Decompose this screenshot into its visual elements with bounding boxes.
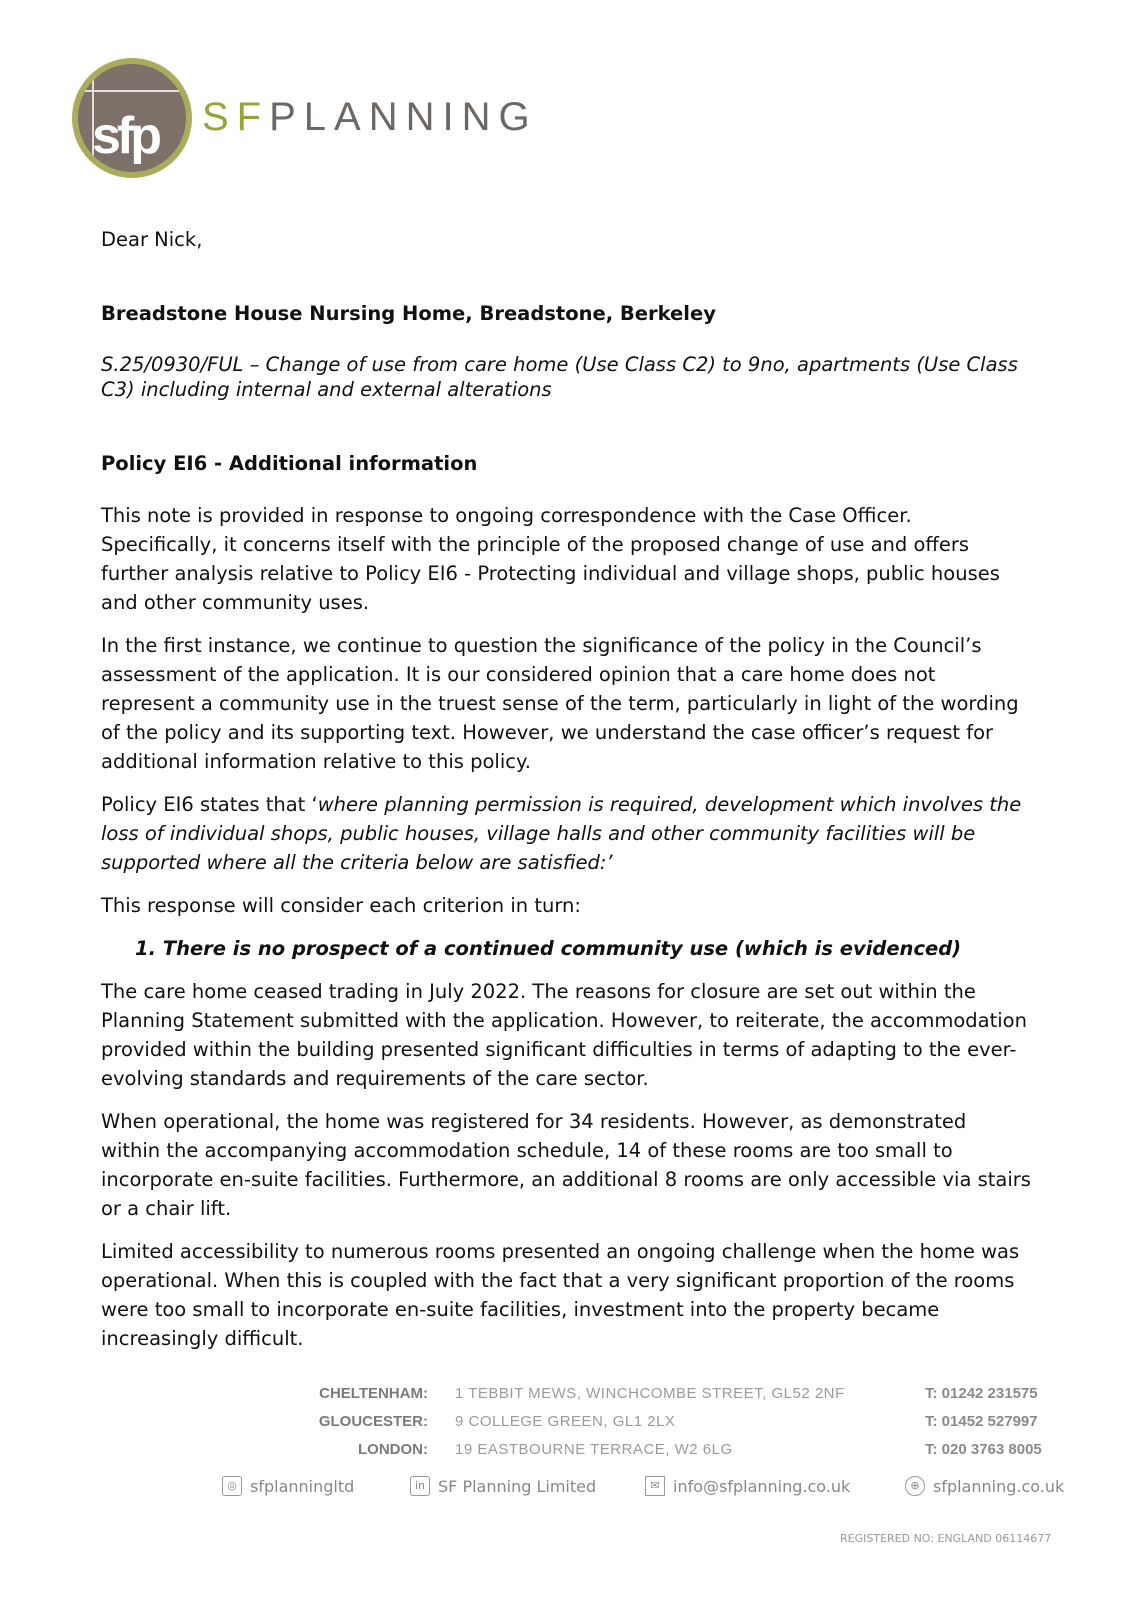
- criterion-1: 1. There is no prospect of a continued community use (which is evidenced): [135, 937, 962, 960]
- logo-wordmark: SFPLANNING: [202, 95, 538, 139]
- logo-monogram-circle: [72, 58, 192, 178]
- office-row: CHELTENHAM: 1 TEBBIT MEWS, WINCHCOMBE STREET, GL52 2NF T: 01242 231575: [319, 1385, 1038, 1402]
- section-heading: Policy EI6 - Additional information: [101, 452, 478, 475]
- instagram-link[interactable]: ◎ sfplanningltd: [222, 1476, 354, 1496]
- policy-quote-paragraph: Policy EI6 states that ‘where planning permission is required, development which involves the loss of individual shops, public houses, village halls and other community facilities will be supported where all the criteria below are satisfied:’: [101, 793, 1022, 874]
- paragraph: In the first instance, we continue to question the significance of the policy in the Council’s assessment of the application. It is our considered opinion that a care home does not represent a community use in the truest sense of the term, particularly in light of the wording of the policy and its supporting text. However, we understand the case officer’s request for additional information relative to this policy.: [101, 634, 1019, 773]
- linkedin-link[interactable]: in SF Planning Limited: [410, 1476, 596, 1496]
- application-reference: S.25/0930/FUL – Change of use from care home (Use Class C2) to 9no, apartments (Use Class C3) including internal and external alterations: [101, 353, 1018, 401]
- office-row: LONDON: 19 EASTBOURNE TERRACE, W2 6LG T: 020 3763 8005: [358, 1441, 1042, 1458]
- policy-quote: where planning permission is required, development which involves the loss of individual shops, public houses, village halls and other community facilities will be supported where all the criteria below are satisfied:’: [101, 793, 1022, 874]
- salutation: Dear Nick,: [101, 228, 203, 251]
- paragraph: When operational, the home was registered for 34 residents. However, as demonstrated within the accompanying accommodation schedule, 14 of these rooms are too small to incorporate en-suite facilities. Furthermore, an additional 8 rooms are only accessible via stairs or a chair lift.: [101, 1110, 1031, 1220]
- paragraph: This response will consider each criterion in turn:: [101, 894, 581, 917]
- email-link[interactable]: ✉ info@sfplanning.co.uk: [645, 1476, 850, 1496]
- instagram-icon: ◎: [222, 1476, 242, 1496]
- paragraph: Limited accessibility to numerous rooms presented an ongoing challenge when the home was operational. When this is coupled with the fact that a very significant proportion of the rooms were too small to incorporate en-suite facilities, investment into the property became increasingly difficult.: [101, 1240, 1020, 1350]
- logo-monogram: sfp: [92, 107, 158, 165]
- linkedin-icon: in: [410, 1476, 430, 1496]
- envelope-icon: ✉: [645, 1476, 665, 1496]
- company-logo: [72, 58, 538, 178]
- globe-icon: ⊕: [905, 1476, 925, 1496]
- paragraph: The care home ceased trading in July 2022. The reasons for closure are set out within the Planning Statement submitted with the application. However, to reiterate, the accommodation provided within the building presented significant difficulties in terms of adapting to the ever-evolving standards and requirements of the care sector.: [101, 980, 1027, 1090]
- office-row: GLOUCESTER: 9 COLLEGE GREEN, GL1 2LX T: 01452 527997: [318, 1413, 1038, 1430]
- paragraph: This note is provided in response to ongoing correspondence with the Case Officer. Specifically, it concerns itself with the principle of the proposed change of use and offers further analysis relative to Policy EI6 - Protecting individual and village shops, public houses and other community uses.: [101, 504, 1000, 614]
- registration-number: REGISTERED NO: ENGLAND 06114677: [840, 1532, 1052, 1545]
- website-link[interactable]: ⊕ sfplanning.co.uk: [905, 1476, 1064, 1496]
- letter-body: [101, 501, 1031, 1367]
- subject-line: Breadstone House Nursing Home, Breadstone, Berkeley: [101, 302, 716, 325]
